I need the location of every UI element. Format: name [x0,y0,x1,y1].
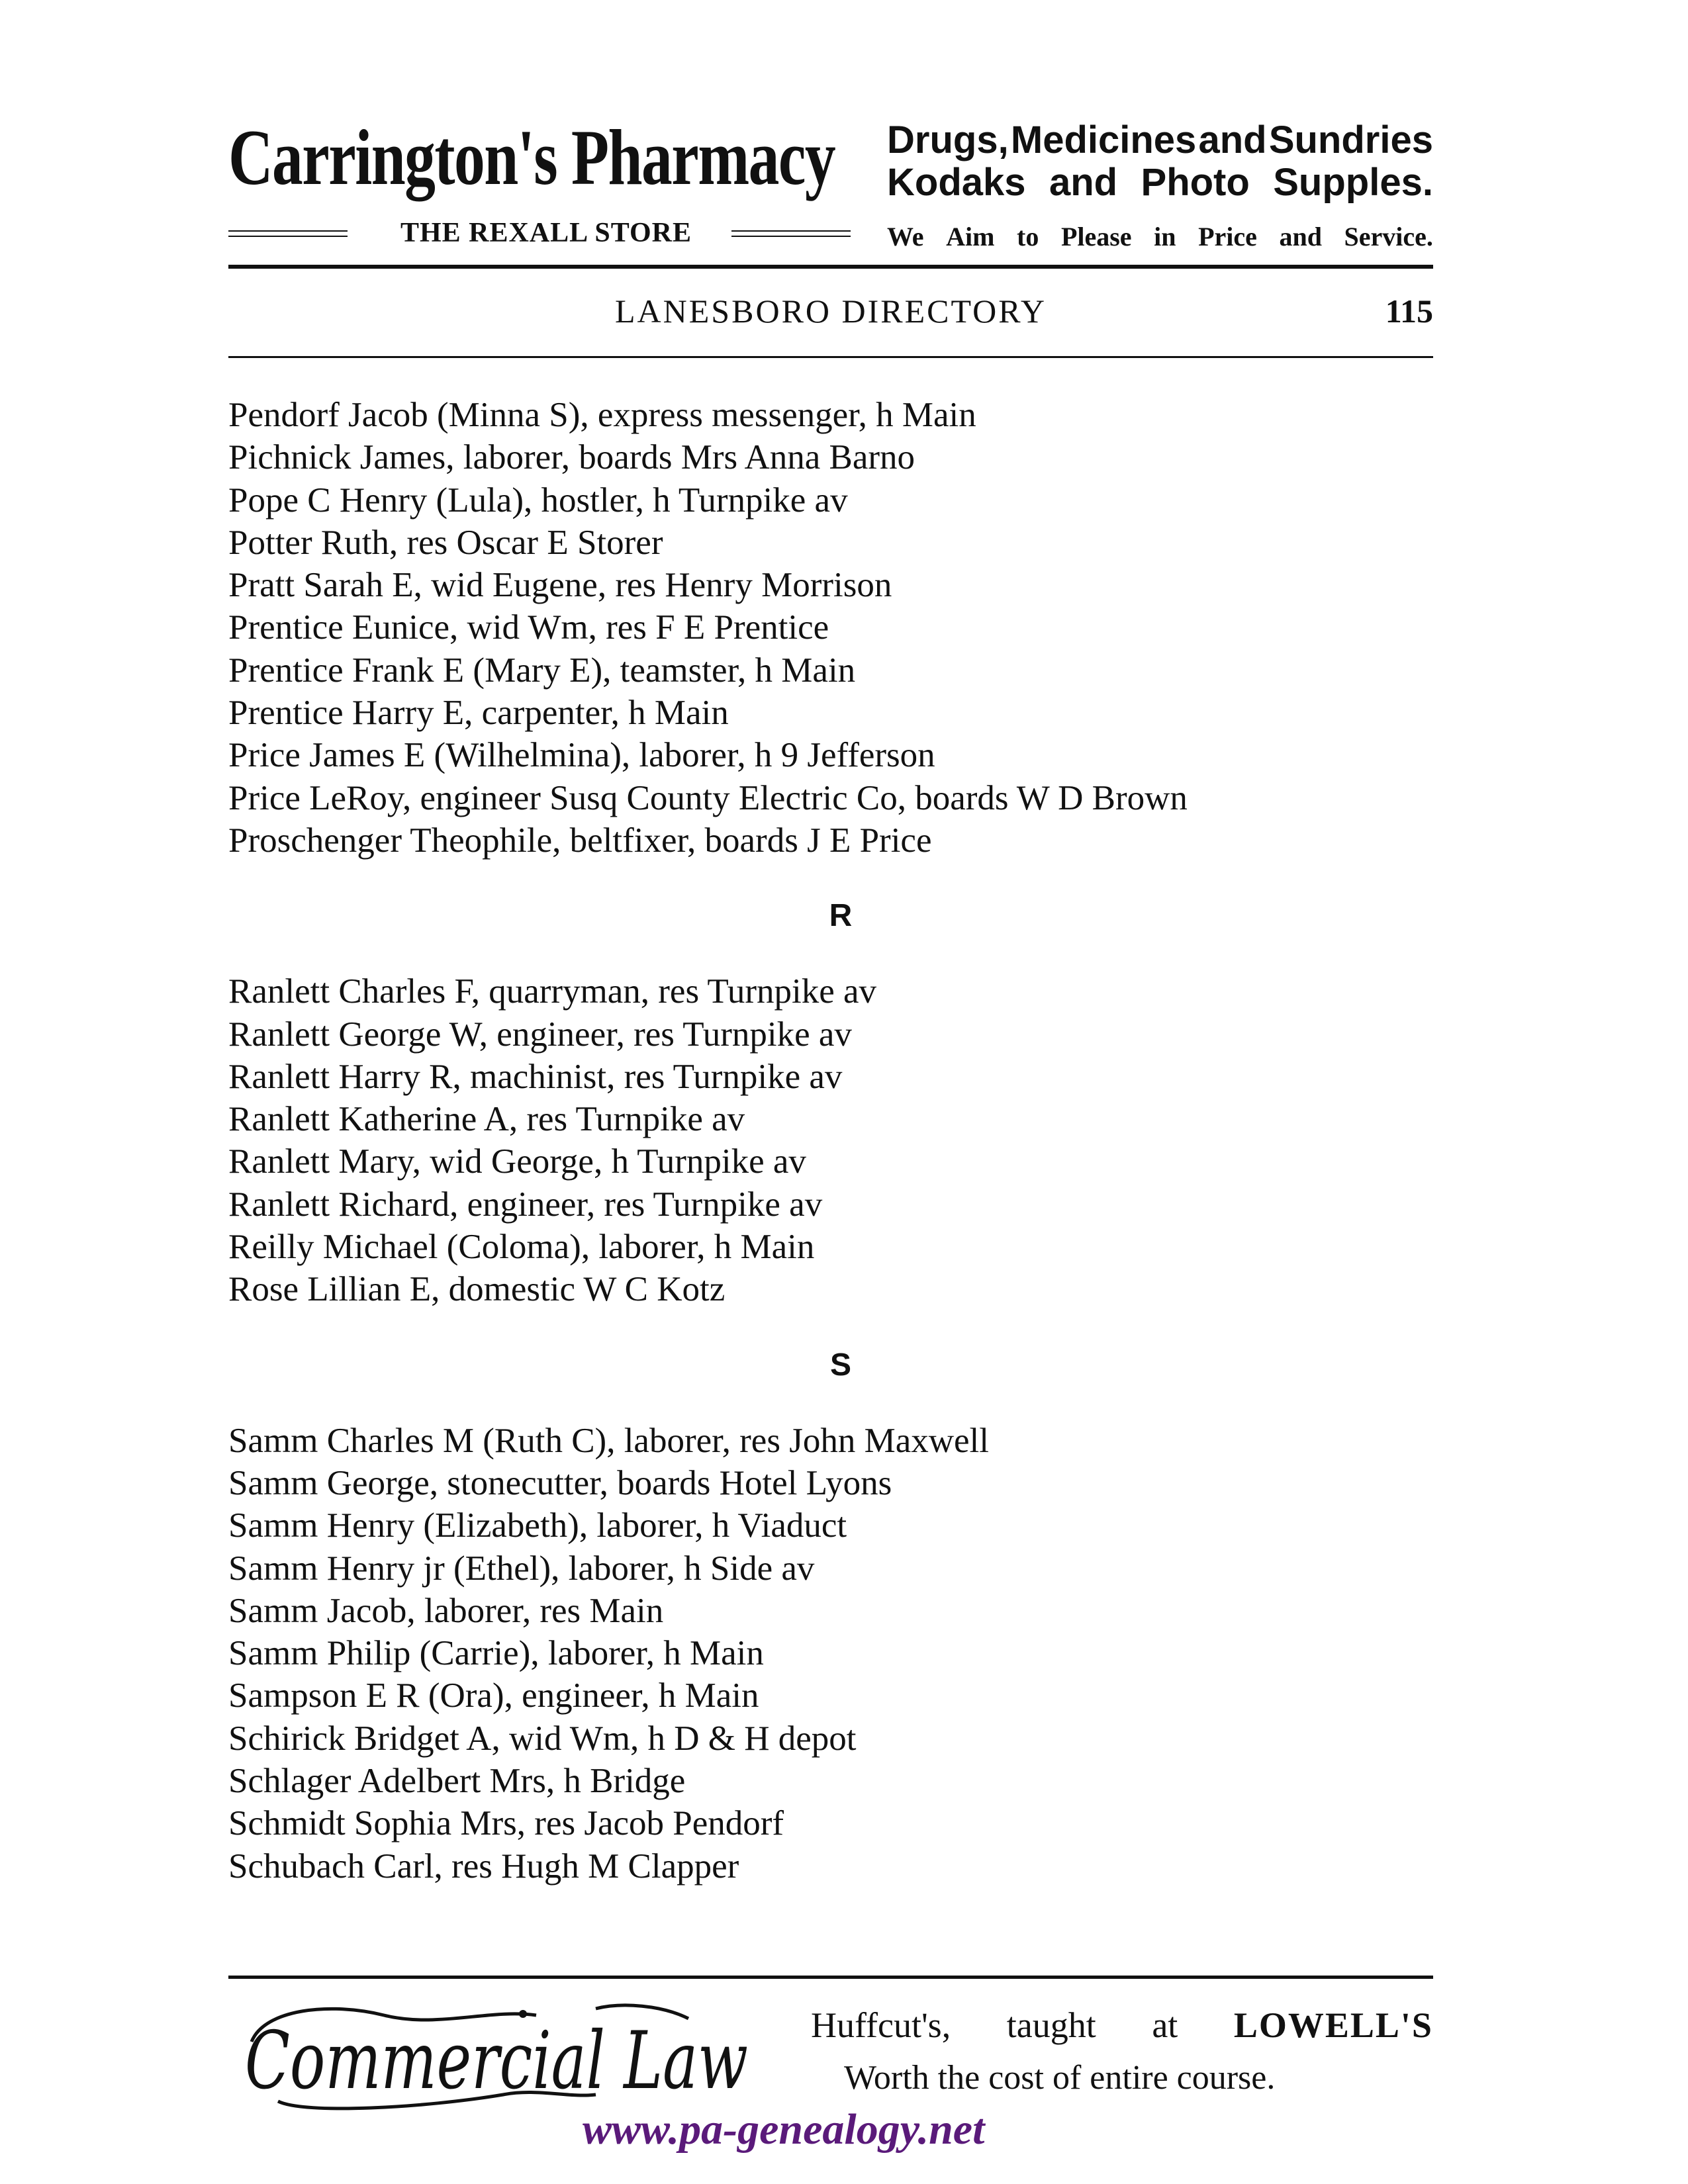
running-head-divider [228,356,1433,358]
list-item: Reilly Michael (Coloma), laborer, h Main [228,1228,815,1267]
products-word: Photo [1141,161,1250,204]
pharmacy-tagline [887,222,1433,251]
products-word: Drugs, [887,118,1009,161]
products-word: and [1198,118,1267,161]
list-item: Price LeRoy, engineer Susq County Electric Co, boards W D Brown [228,778,1188,817]
footer-divider [228,1976,1433,1979]
footer-word: Huffcut's, [811,2005,951,2045]
list-item: Samm Philip (Carrie), laborer, h Main [228,1634,764,1673]
list-item: Samm Jacob, laborer, res Main [228,1591,664,1630]
footer-word: taught [1006,2005,1096,2045]
tagline-word: Aim [946,222,995,251]
list-item: Pendorf Jacob (Minna S), express messenger, h Main [228,396,976,434]
commercial-law-script-logo [225,1989,768,2121]
website-watermark: www.pa-genealogy.net [583,2105,985,2154]
list-item: Ranlett Charles F, quarryman, res Turnpike av [228,972,877,1011]
page-number: 115 [1385,293,1433,330]
products-word: Medicines [1010,118,1197,161]
tagline-word: We [887,222,924,251]
tagline-word: and [1279,222,1322,251]
list-item: Samm Henry jr (Ethel), laborer, h Side av [228,1549,815,1588]
list-item: Samm George, stonecutter, boards Hotel Lyons [228,1463,892,1502]
products-block [887,119,1433,251]
products-word: Supples. [1273,161,1433,204]
directory-title: LANESBORO DIRECTORY [615,293,1047,330]
tagline-word: Price [1198,222,1257,251]
section-heading-s: S [829,1347,851,1383]
products-word: and [1049,161,1118,204]
header-divider [228,265,1433,269]
list-item: Schlager Adelbert Mrs, h Bridge [228,1762,686,1801]
directory-listing [228,394,1433,1888]
list-item: Potter Ruth, res Oscar E Storer [228,523,663,562]
rexall-store-banner [228,212,851,251]
list-item: Sampson E R (Ora), engineer, h Main [228,1676,759,1715]
header-advertisement [228,106,1433,258]
tagline-word: Please [1060,222,1132,251]
list-item: Pope C Henry (Lula), hostler, h Turnpike av [228,480,848,520]
products-word: Sundries [1268,118,1433,161]
footer-ad-text [811,1999,1433,2105]
commercial-law-logo [225,1989,768,2121]
list-item: Rose Lillian E, domestic W C Kotz [228,1270,726,1309]
section-heading-r: R [829,898,853,934]
running-head [228,291,1433,331]
logo-script-text: Commercial Law [245,2015,748,2107]
tagline-word: to [1017,222,1039,251]
list-item: Pichnick James, laborer, boards Mrs Anna Barno [228,438,915,477]
list-item: Price James E (Wilhelmina), laborer, h 9 Jefferson [228,736,935,775]
products-word: Kodaks [887,161,1026,204]
footer-word: at [1152,2005,1178,2045]
list-item: Prentice Harry E, carpenter, h Main [228,694,729,733]
list-item: Schirick Bridget A, wid Wm, h D & H depot [228,1719,857,1758]
decorative-double-rule-right [731,230,851,237]
decorative-double-rule-left [228,230,348,237]
tagline-word: in [1154,222,1176,251]
pharmacy-brand-name: Carrington's Pharmacy [228,113,835,201]
products-line-1 [887,119,1433,161]
list-item: Ranlett Richard, engineer, res Turnpike av [228,1185,823,1224]
footer-line-1 [811,1999,1433,2052]
list-item: Pratt Sarah E, wid Eugene, res Henry Morrison [228,566,892,605]
list-item: Proschenger Theophile, beltfixer, boards J E Price [228,821,932,860]
list-item: Ranlett Harry R, machinist, res Turnpike av [228,1057,843,1096]
list-item: Schmidt Sophia Mrs, res Jacob Pendorf [228,1804,784,1843]
tagline-word: Service. [1344,222,1433,251]
list-item: Prentice Eunice, wid Wm, res F E Prentice [228,608,829,647]
list-item: Schubach Carl, res Hugh M Clapper [228,1846,739,1886]
list-item: Samm Charles M (Ruth C), laborer, res John Maxwell [228,1421,989,1460]
footer-line-2: Worth the cost of entire course. [844,2059,1276,2097]
list-item: Ranlett George W, engineer, res Turnpike av [228,1015,852,1054]
school-name: LOWELL'S [1233,2005,1433,2045]
list-item: Samm Henry (Elizabeth), laborer, h Viaduct [228,1506,847,1545]
products-line-2 [887,161,1433,204]
rexall-store-label: THE REXALL STORE [400,218,692,248]
list-item: Ranlett Mary, wid George, h Turnpike av [228,1142,806,1181]
list-item: Ranlett Katherine A, res Turnpike av [228,1100,745,1139]
list-item: Prentice Frank E (Mary E), teamster, h Main [228,651,856,690]
